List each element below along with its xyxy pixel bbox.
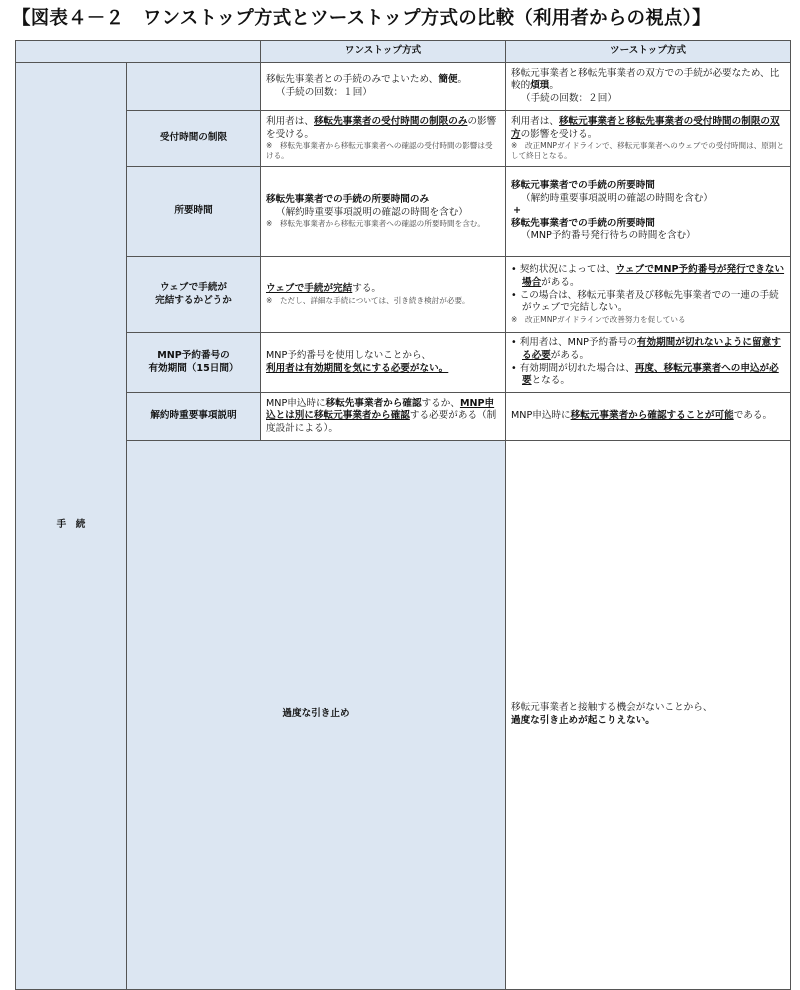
required-time-two-stop: 移転元事業者での手続の所要時間 （解約時重要事項説明の確認の時間を含む） + 移転先事業者での手続の所要時間 （MNP予約番号発行待ちの時間を含む）: [506, 167, 791, 257]
row-web-completion: [16, 257, 791, 333]
web-completion-two-stop: • 契約状況によっては、ウェブでMNP予約番号が発行できない場合がある。 • この場合は、移転元事業者及び移転先事業者での一連の手続がウェブで完結しない。 ※ 改正MNPガイドラインで改善努力を促している: [506, 257, 791, 333]
summary-two-stop: 移転元事業者と移転先事業者の双方での手続が必要なため、比較的煩瑣。 （手続の回数：２回）: [506, 63, 791, 111]
row-mnp-validity: [16, 333, 791, 393]
label-mnp-validity: MNP予約番号の 有効期間（15日間）: [127, 333, 261, 393]
mnp-validity-two-stop: • 利用者は、MNP予約番号の有効期間が切れないように留意する必要がある。 • 有効期間が切れた場合は、再度、移転元事業者への申込が必要となる。: [506, 333, 791, 393]
header-row: [16, 41, 791, 63]
label-web-completion: ウェブで手続が 完結するかどうか: [127, 257, 261, 333]
web-completion-one-stop: ウェブで手続が完結する。 ※ ただし、詳細な手続については、引き続き検討が必要。: [261, 257, 506, 333]
label-reception-hours: 受付時間の制限: [127, 111, 261, 167]
label-excessive-retention: 過度な引き止め: [127, 441, 506, 990]
row-excessive-retention: [16, 441, 791, 990]
cancellation-explanation-one-stop: MNP申込時に移転先事業者から確認するか、MNP申込とは別に移転元事業者から確認する必要がある（制度設計による）。: [261, 393, 506, 441]
header-two-stop: ツーストップ方式: [506, 41, 791, 63]
summary-blank-cell: [127, 63, 261, 111]
summary-row: [16, 63, 791, 111]
mnp-validity-one-stop: MNP予約番号を使用しないことから、 利用者は有効期間を気にする必要がない。: [261, 333, 506, 393]
page-title: 【図表４－２ ワンストップ方式とツーストップ方式の比較（利用者からの視点）】: [12, 8, 711, 29]
label-cancellation-explanation: 解約時重要事項説明: [127, 393, 261, 441]
header-one-stop: ワンストップ方式: [261, 41, 506, 63]
excessive-retention-one-stop: 移転元事業者と接触する機会がないことから、 過度な引き止めが起こりえない。: [506, 441, 791, 990]
label-required-time: 所要時間: [127, 167, 261, 257]
summary-one-stop: 移転先事業者との手続のみでよいため、簡便。 （手続の回数：１回）: [261, 63, 506, 111]
reception-hours-two-stop: 利用者は、移転元事業者と移転先事業者の受付時間の制限の双方の影響を受ける。 ※ 改正MNPガイドラインで、移転元事業者へのウェブでの受付時間は、原則として終日となる。: [506, 111, 791, 167]
comparison-table: [15, 40, 791, 990]
reception-hours-one-stop: 利用者は、移転先事業者の受付時間の制限のみの影響を受ける。 ※ 移転先事業者から移転元事業者への確認の受付時間の影響は受ける。: [261, 111, 506, 167]
category-procedure: 手 続: [16, 63, 127, 990]
row-reception-hours: [16, 111, 791, 167]
row-cancellation-explanation: [16, 393, 791, 441]
header-blank-cell: [16, 41, 261, 63]
row-required-time: [16, 167, 791, 257]
cancellation-explanation-two-stop: MNP申込時に移転元事業者から確認することが可能である。: [506, 393, 791, 441]
required-time-one-stop: 移転先事業者での手続の所要時間のみ （解約時重要事項説明の確認の時間を含む） ※ 移転先事業者から移転元事業者への確認の所要時間を含む。: [261, 167, 506, 257]
